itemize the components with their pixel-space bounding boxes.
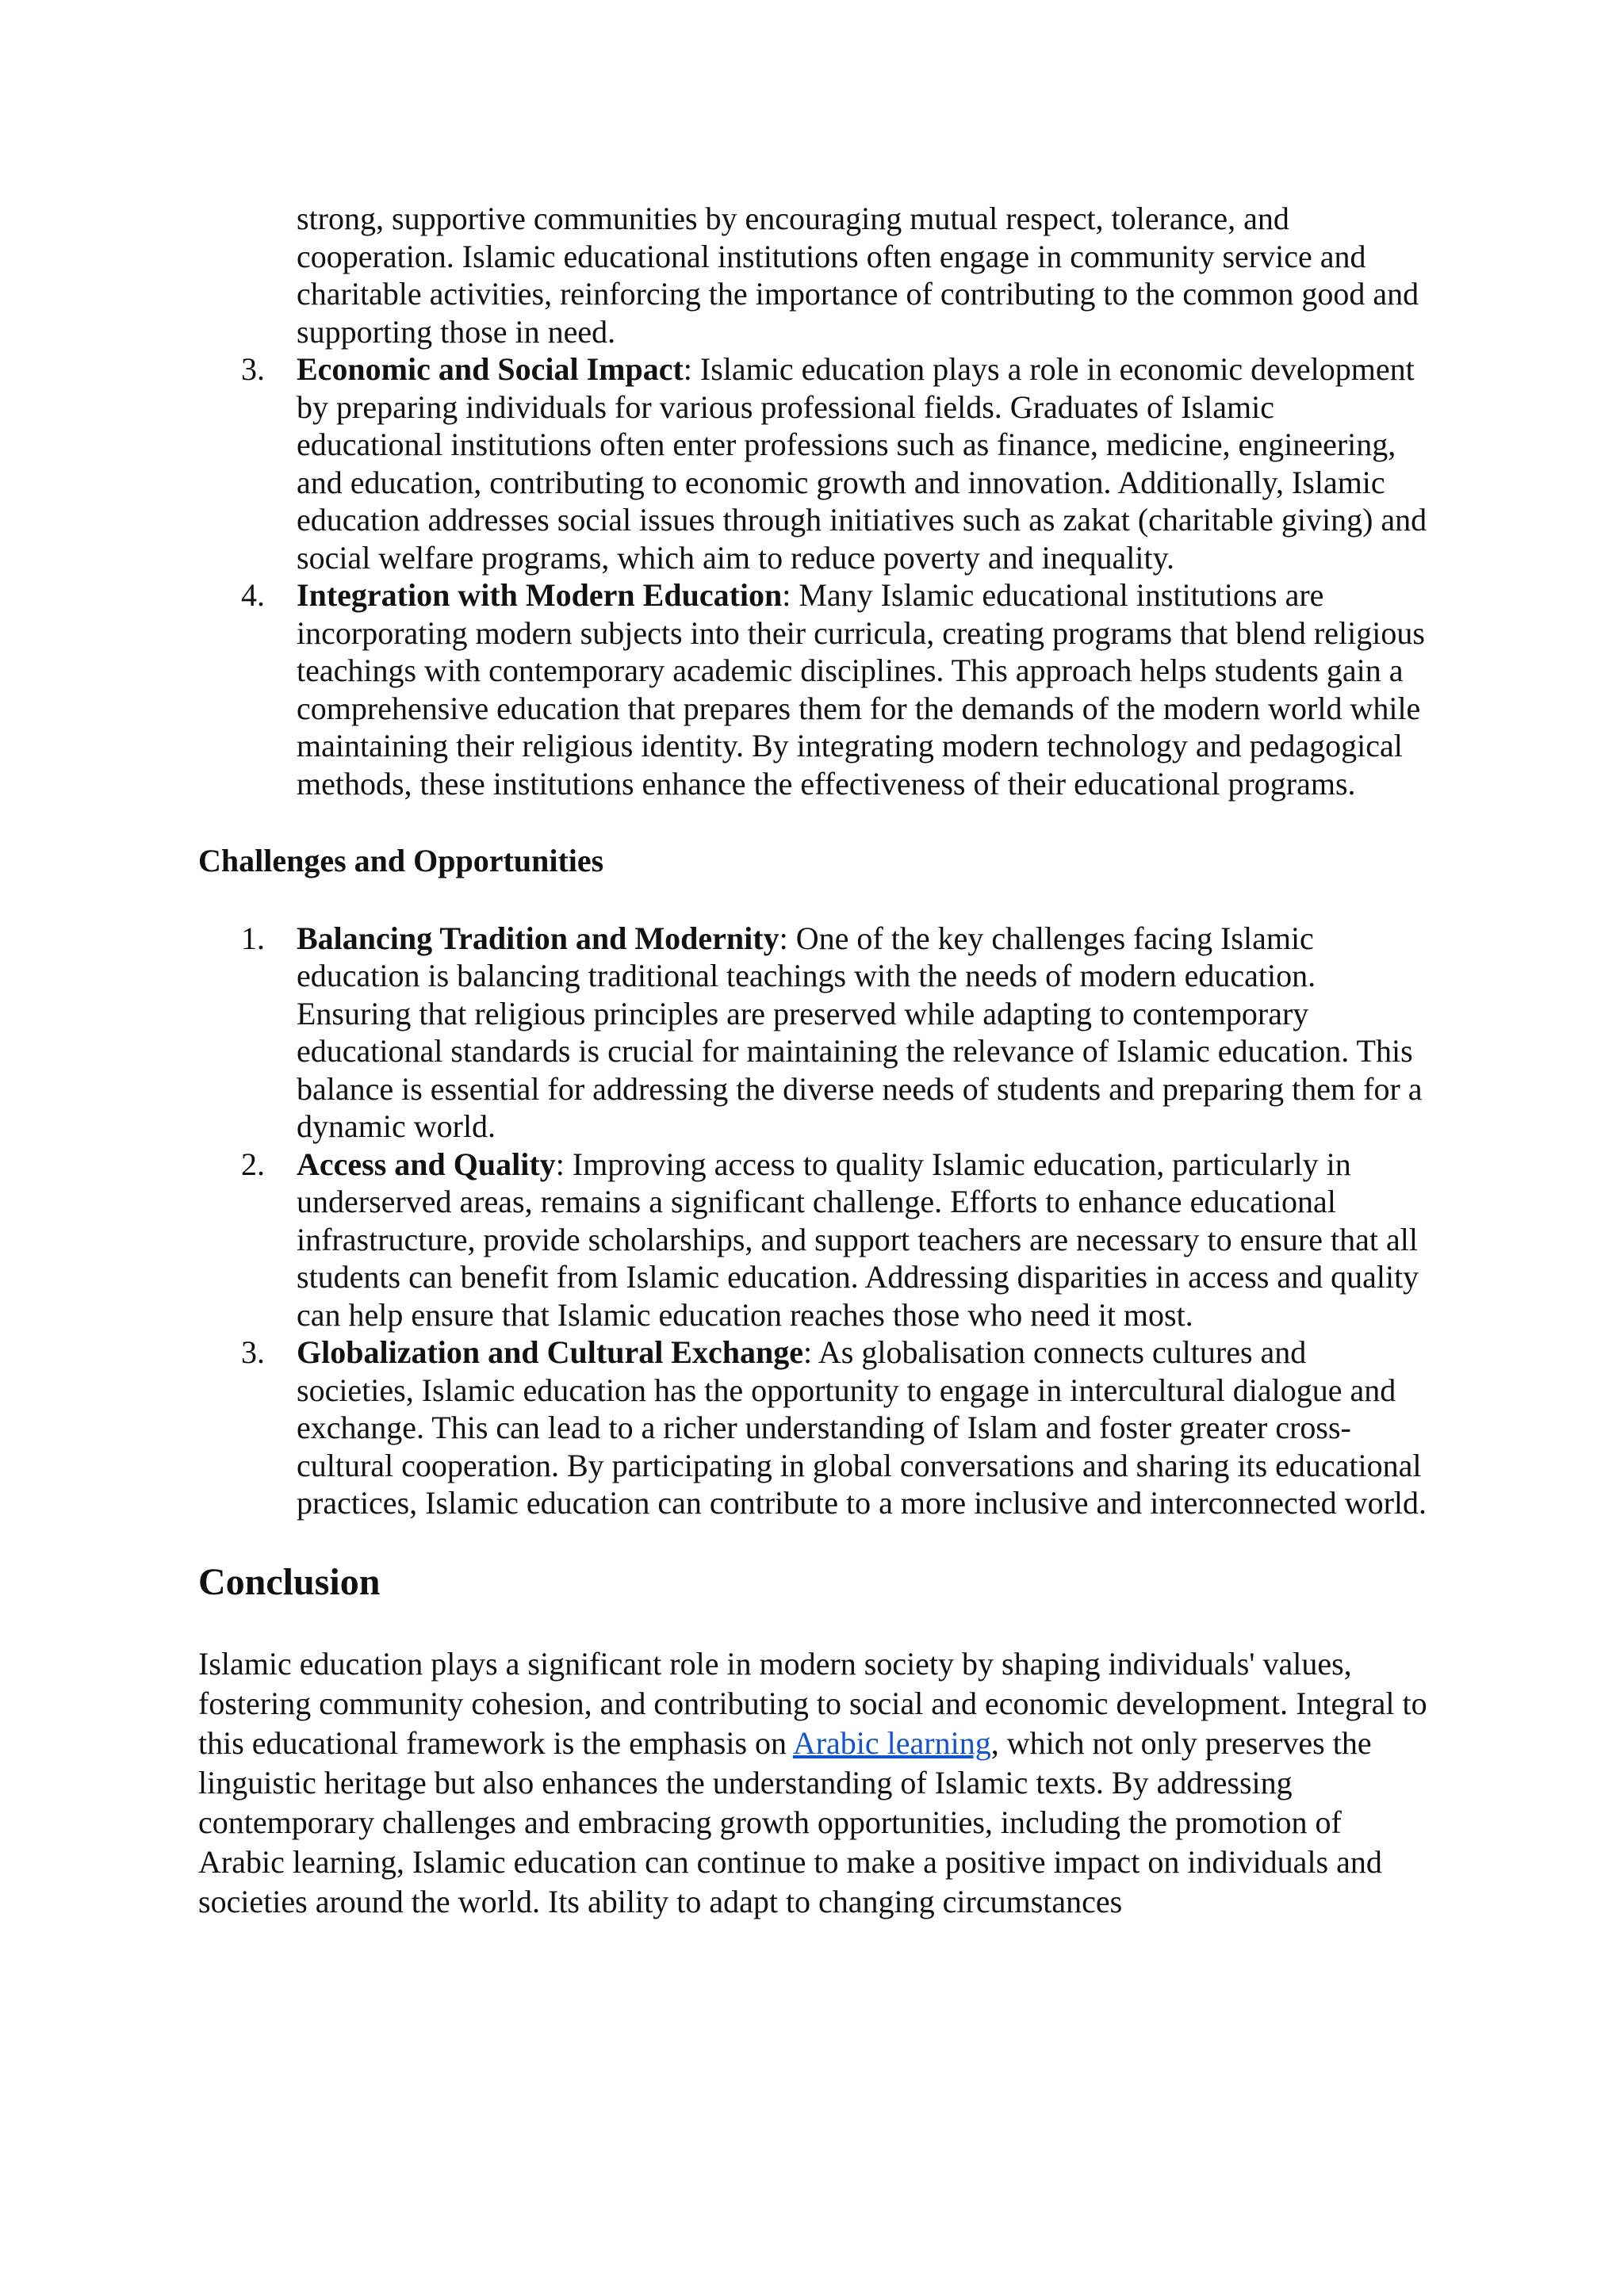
document-page (198, 200, 1427, 1922)
list-item-access-quality (198, 1146, 1427, 1334)
list-item-title: Economic and Social Impact (297, 351, 684, 387)
list-item-title: Balancing Tradition and Modernity (297, 920, 779, 956)
list-number: 3. (241, 1334, 265, 1370)
section-heading-challenges: Challenges and Opportunities (198, 843, 604, 878)
arabic-learning-link[interactable]: Arabic learning (792, 1724, 991, 1761)
list-item-economic-social-impact (198, 350, 1427, 576)
list-item-text: : One of the key challenges facing Islamic education is balancing traditional teachings with the needs of modern education. Ensuring that religious principles are preserved while adapting to contemporary educational standards is crucial for maintaining the relevance of Islamic education. This balance is essential for addressing the diverse needs of students and preparing them for a dynamic world. (297, 920, 1423, 1144)
list-item-title: Globalization and Cultural Exchange (297, 1334, 803, 1370)
list-number: 4. (241, 577, 265, 613)
conclusion-paragraph (198, 1644, 1427, 1922)
list-item-text: : Improving access to quality Islamic education, particularly in underserved areas, remains a significant challenge. Efforts to enhance educational infrastructure, provide scholarships, and support teachers are necessary to ensure that all students can benefit from Islamic education. Addressing disparities in access and quality can help ensure that Islamic education reaches those who need it most. (297, 1146, 1419, 1333)
list-item-integration-modern-education (198, 576, 1427, 802)
list-number: 1. (241, 920, 265, 956)
list-item-text: : Islamic education plays a role in economic development by preparing individuals for various professional fields. Graduates of Islamic educational institutions often enter professions such as finance, medicine, engineering, and education, contributing to economic growth and innovation. Additionally, Islamic education addresses social issues through initiatives such as zakat (charitable giving) and social welfare programs, which aim to reduce poverty and inequality. (297, 351, 1427, 576)
challenges-list (198, 920, 1427, 1522)
list-item-text: : Many Islamic educational institutions are incorporating modern subjects into their curricula, creating programs that blend religious teachings with contemporary academic disciplines. This approach helps students gain a comprehensive education that prepares them for the demands of the modern world while maintaining their religious identity. By integrating modern technology and pedagogical methods, these institutions enhance the effectiveness of their educational programs. (297, 577, 1425, 802)
list-item-balancing-tradition (198, 920, 1427, 1146)
conclusion-text-before: Islamic education plays a significant role in modern society by shaping individuals' values, fostering community cohesion, and contributing to social and economic development. Integral to this educational framework is the emphasis on (198, 1645, 1427, 1761)
list-item-continuation: strong, supportive communities by encouraging mutual respect, tolerance, and cooperation. Islamic educational institutions often engage in community service and charitable activities, reinforcing the importance of contributing to the common good and supporting those in need. (297, 201, 1419, 350)
section-heading-conclusion: Conclusion (198, 1560, 381, 1603)
list-number: 3. (241, 351, 265, 387)
list-item-text: : As globalisation connects cultures and societies, Islamic education has the opportunity to engage in intercultural dialogue and exchange. This can lead to a richer understanding of Islam and foster greater cross-cultural cooperation. By participating in global conversations and sharing its educational practices, Islamic education can contribute to a more inclusive and interconnected world. (297, 1334, 1427, 1521)
impact-list (198, 350, 1427, 802)
list-item-globalization (198, 1334, 1427, 1522)
list-item-title: Access and Quality (297, 1146, 556, 1182)
conclusion-text-after: , which not only preserves the linguistic heritage but also enhances the understanding of Islamic texts. By addressing contemporary challenges and embracing growth opportunities, including the promotion of Arabic learning, Islamic education can continue to make a positive impact on individuals and societies around the world. Its ability to adapt to changing circumstances (198, 1724, 1382, 1919)
list-number: 2. (241, 1146, 265, 1182)
list-item-title: Integration with Modern Education (297, 577, 783, 613)
